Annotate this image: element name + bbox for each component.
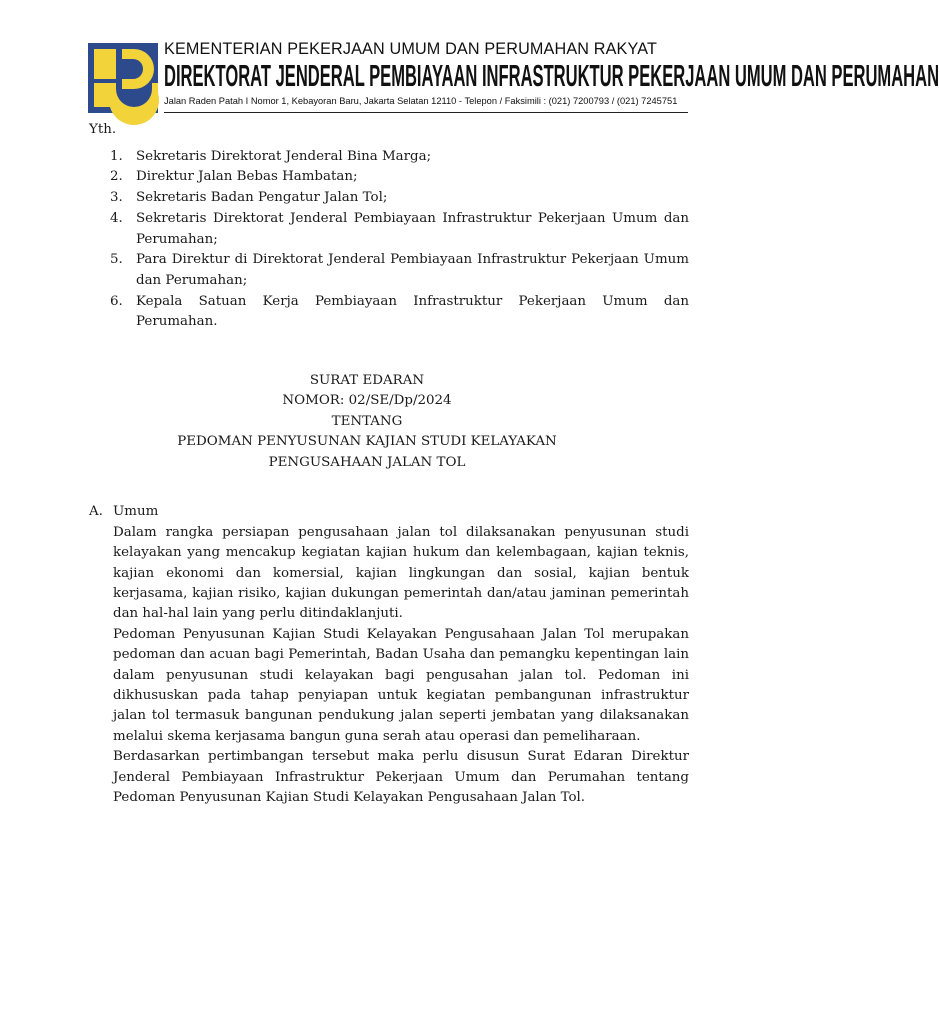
- recipient-list: [89, 147, 689, 333]
- letterhead-address: Jalan Raden Patah I Nomor 1, Kebayoran Baru, Jakarta Selatan 12110 - Telepon / Faksimili : (021) 7200793 / (021) 7245751: [164, 96, 678, 106]
- recipient-text: Sekretaris Direktorat Jenderal Bina Marga;: [136, 148, 432, 164]
- recipient-number: 4.: [110, 210, 123, 226]
- paragraph: Dalam rangka persiapan pengusahaan jalan tol dilaksanakan penyusunan studi kelayakan yang mencakup kegiatan kajian hukum dan kelembagaan, kajian teknis, kajian ekonomi dan komersial, kajian lingkungan dan sosial, kajian bentuk kerjasama, kajian risiko, kajian dukungan pemerintah dan/atau jaminan pemerintah dan hal-hal lain yang perlu ditindaklanjuti.: [113, 524, 689, 622]
- recipient-item: [110, 167, 689, 188]
- recipient-item: [110, 188, 689, 209]
- paragraph: Berdasarkan pertimbangan tersebut maka perlu disusun Surat Edaran Direktur Jenderal Pembiayaan Infrastruktur Pekerjaan Umum dan Perumahan tentang Pedoman Penyusunan Kajian Studi Kelayakan Pengusahaan Jalan Tol.: [113, 749, 689, 806]
- section-heading: [89, 502, 689, 523]
- recipient-number: 1.: [110, 148, 123, 164]
- recipient-text: Direktur Jalan Bebas Hambatan;: [136, 169, 358, 185]
- salutation: Yth.: [89, 122, 117, 137]
- paragraph: Pedoman Penyusunan Kajian Studi Kelayakan Pengusahaan Jalan Tol merupakan pedoman dan acuan bagi Pemerintah, Badan Usaha dan pemangku kepentingan lain dalam penyusunan studi kelayakan bagi pengusahan jalan tol. Pedoman ini dikhususkan pada tahap penyiapan untuk kegiatan pembangunan infrastruktur jalan tol termasuk bangunan pendukung jalan seperti jembatan yang dilaksanakan melalui skema kerjasama bangun guna serah atau operasi dan pemeliharaan.: [113, 626, 689, 744]
- section-title: Umum: [113, 504, 159, 520]
- ministry-logo: [88, 43, 158, 113]
- circular-about: TENTANG: [331, 413, 403, 429]
- recipient-number: 3.: [110, 190, 123, 206]
- section-letter: A.: [89, 504, 103, 520]
- circular-type: SURAT EDARAN: [309, 373, 425, 389]
- recipient-number: 2.: [110, 169, 123, 185]
- recipient-item: [110, 147, 689, 168]
- recipient-item: [110, 250, 689, 291]
- recipient-item: [110, 292, 689, 333]
- circular-title: [44, 371, 690, 473]
- recipient-text: Sekretaris Badan Pengatur Jalan Tol;: [136, 190, 388, 206]
- circular-subject-line-2: PENGUSAHAAN JALAN TOL: [268, 454, 466, 470]
- section-a: [89, 502, 689, 808]
- circular-subject-line-1: PEDOMAN PENYUSUNAN KAJIAN STUDI KELAYAKAN: [177, 434, 557, 450]
- recipient-item: [110, 209, 689, 250]
- recipient-text: Para Direktur di Direktorat Jenderal Pembiayaan Infrastruktur Pekerjaan Umum dan Perumahan;: [136, 252, 689, 288]
- recipient-number: 5.: [110, 252, 123, 268]
- circular-number: NOMOR: 02/SE/Dp/2024: [282, 393, 452, 409]
- recipient-number: 6.: [110, 293, 123, 309]
- recipient-text: Sekretaris Direktorat Jenderal Pembiayaan Infrastruktur Pekerjaan Umum dan Perumahan;: [136, 210, 689, 247]
- letter-body: [89, 120, 689, 808]
- section-body: [113, 523, 689, 809]
- recipient-text: Kepala Satuan Kerja Pembiayaan Infrastruktur Pekerjaan Umum dan Perumahan.: [136, 293, 689, 330]
- directorate-name: DIREKTORAT JENDERAL PEMBIAYAAN INFRASTRUKTUR PEKERJAAN UMUM DAN PERUMAHAN: [164, 58, 939, 93]
- letterhead-rule: [164, 112, 688, 113]
- ministry-name: KEMENTERIAN PEKERJAAN UMUM DAN PERUMAHAN RAKYAT: [164, 40, 658, 58]
- letterhead: [88, 40, 939, 118]
